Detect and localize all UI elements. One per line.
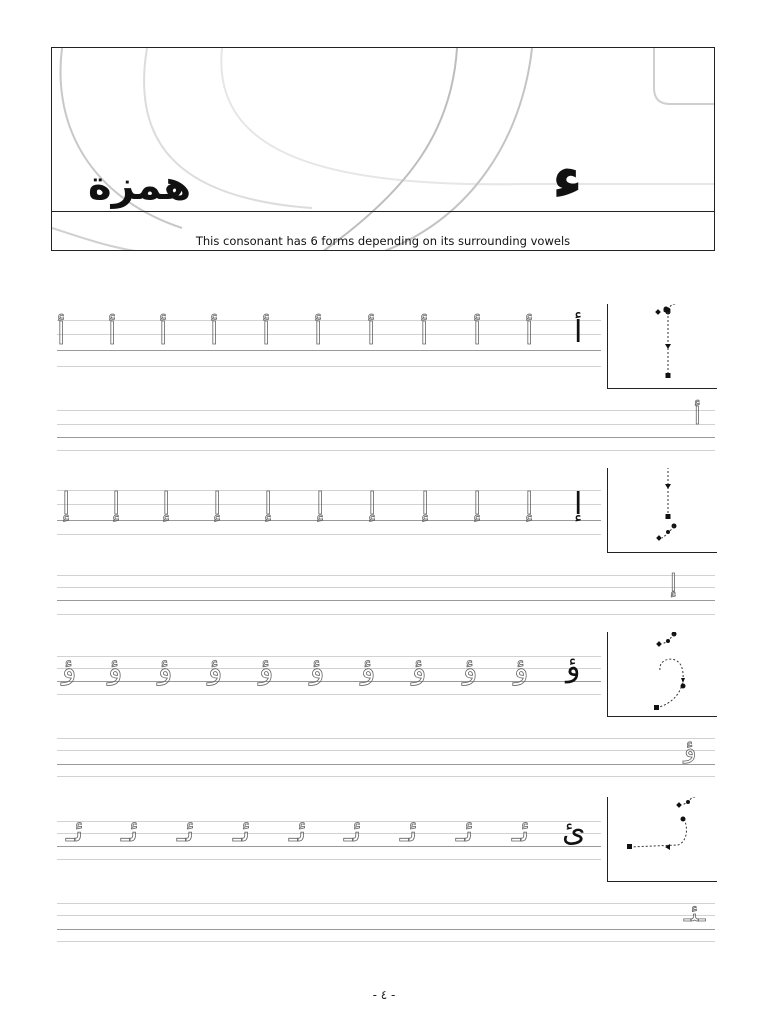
stroke-order-diagram xyxy=(608,632,717,716)
letter-caption: This consonant has 6 forms depending on its surrounding vowels xyxy=(195,234,571,248)
page-number: - ٤ - xyxy=(372,988,396,1002)
stroke-demo-box xyxy=(607,468,717,553)
letter-glyph: ء xyxy=(552,143,583,213)
stroke-order-diagram xyxy=(608,797,717,881)
model-letter: ئ xyxy=(562,814,586,849)
practice-sample: أ xyxy=(694,402,701,430)
stroke-order-diagram xyxy=(608,468,717,552)
stroke-demo-box xyxy=(607,797,717,882)
letter-name: همزة xyxy=(88,163,192,209)
practice-sample: إ xyxy=(670,569,677,597)
header-divider xyxy=(52,211,714,212)
stroke-order-diagram xyxy=(608,304,717,388)
stroke-demo-box xyxy=(607,632,717,717)
model-letter: أ xyxy=(574,315,583,350)
stroke-demo-box xyxy=(607,304,717,389)
model-letter: إ xyxy=(574,487,583,522)
letter-header-box xyxy=(51,47,715,251)
practice-sample: ـئـ xyxy=(684,899,706,927)
decorative-outline-letter xyxy=(52,48,715,251)
model-letter: ؤ xyxy=(566,649,581,684)
practice-sample: ؤ xyxy=(684,734,697,764)
